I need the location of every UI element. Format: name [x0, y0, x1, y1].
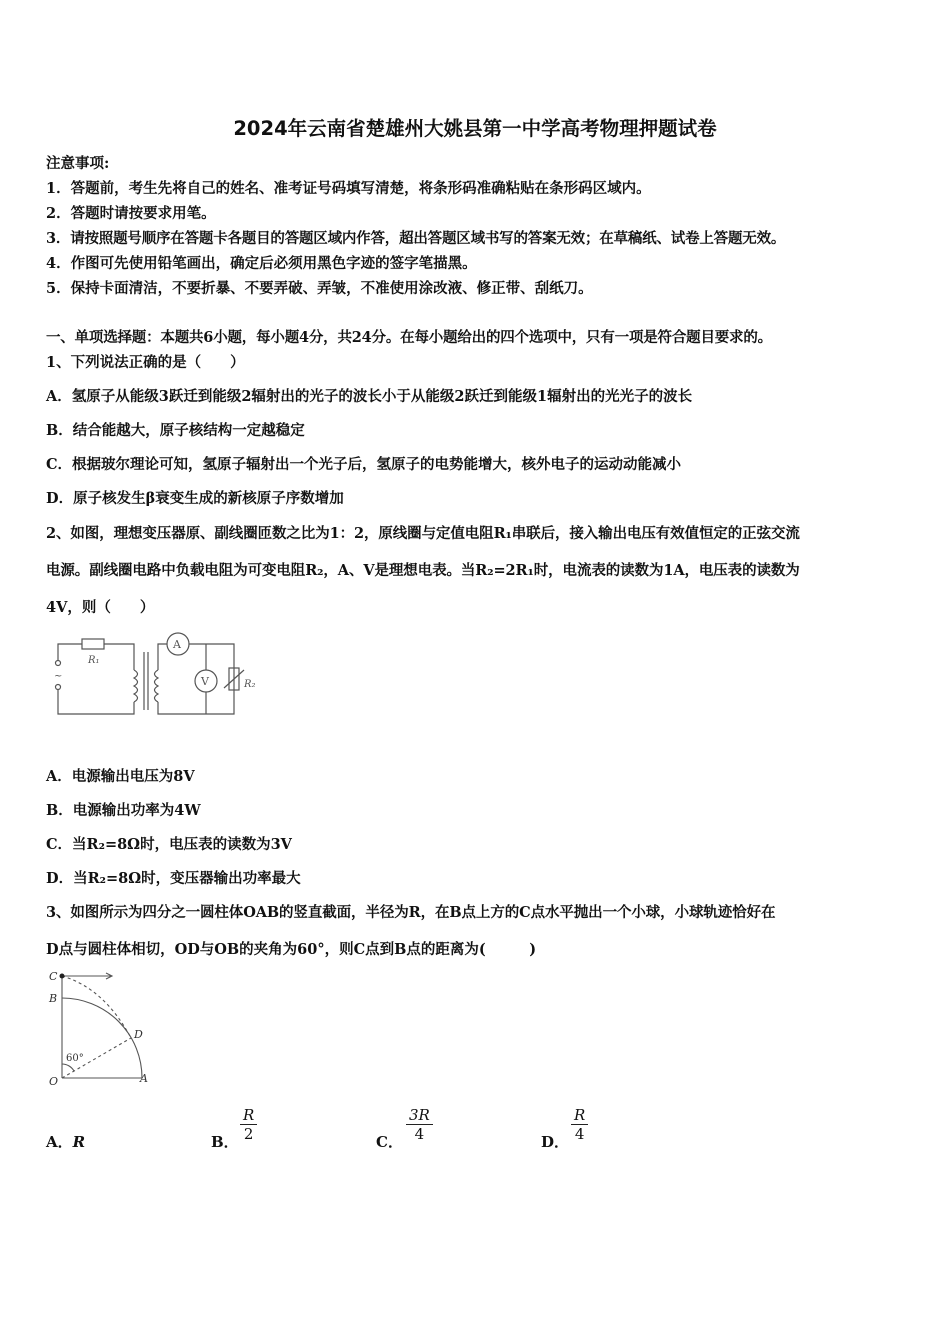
question-3-option-a: A．R: [46, 1133, 86, 1151]
question-1-option-b: B．结合能越大，原子核结构一定越稳定: [46, 422, 305, 439]
source-symbol: ~: [54, 671, 63, 682]
label-d: D: [134, 1028, 143, 1041]
question-2-option-a: A．电源输出电压为8V: [46, 768, 195, 785]
question-3-option-c-fraction: $\frac{3R}{4}$: [406, 1106, 433, 1143]
question-2-stem: 电源。副线圈电路中负载电阻为可变电阻R₂，A、V是理想电表。当R₂=2R₁时，电流表的读数为1A，电压表的读数为: [46, 562, 800, 579]
ammeter-label: A: [173, 638, 181, 651]
notice-heading: 注意事项:: [46, 155, 110, 172]
question-2-stem: 4V，则（ ）: [46, 599, 155, 616]
notice-item: 2．答题时请按要求用笔。: [46, 205, 216, 222]
source-terminal: [56, 661, 61, 666]
question-3-option-d-label: D．: [541, 1133, 570, 1151]
point-c: [60, 974, 65, 979]
r1-resistor: [82, 639, 104, 649]
label-c: C: [49, 970, 58, 983]
question-2-option-b: B．电源输出功率为4W: [46, 802, 201, 819]
question-1-option-c: C．根据玻尔理论可知，氢原子辐射出一个光子后，氢原子的电势能增大，核外电子的运动动能减小: [46, 456, 682, 473]
question-3-option-b-fraction: $\frac{R}{2}$: [240, 1106, 257, 1143]
question-3-stem: 3、如图所示为四分之一圆柱体OAB的竖直截面，半径为R，在B点上方的C点水平抛出一个小球，小球轨迹恰好在: [46, 904, 776, 921]
source-terminal: [56, 685, 61, 690]
question-3-option-b-label: B．: [211, 1133, 239, 1151]
question-2-stem: 2、如图，理想变压器原、副线圈匝数之比为1：2，原线圈与定值电阻R₁串联后，接入输出电压有效值恒定的正弦交流: [46, 525, 800, 542]
label-b: B: [49, 992, 58, 1005]
page-title: 2024年云南省楚雄州大姚县第一中学高考物理押题试卷: [233, 117, 717, 140]
section-heading: 一、单项选择题：本题共6小题，每小题4分，共24分。在每小题给出的四个选项中，只有一项是符合题目要求的。: [46, 329, 772, 346]
question-2-option-d: D．当R₂=8Ω时，变压器输出功率最大: [46, 870, 301, 887]
question-3-option-c-label: C．: [376, 1133, 403, 1151]
question-3-option-d-fraction: $\frac{R}{4}$: [571, 1106, 588, 1143]
r1-label: R₁: [88, 655, 100, 666]
notice-item: 4．作图可先使用铅笔画出，确定后必须用黑色字迹的签字笔描黑。: [46, 255, 477, 272]
notice-item: 5．保持卡面清洁，不要折暴、不要弄破、弄皱，不准使用涂改液、修正带、刮纸刀。: [46, 280, 593, 297]
primary-coil: [134, 670, 138, 702]
question-1-option-a: A．氢原子从能级3跃迁到能级2辐射出的光子的波长小于从能级2跃迁到能级1辐射出的光光子的波长: [46, 388, 693, 405]
question-2-option-c: C．当R₂=8Ω时，电压表的读数为3V: [46, 836, 292, 853]
label-a: A: [140, 1072, 148, 1085]
circuit-diagram: [44, 630, 284, 725]
quarter-cylinder-diagram: [44, 968, 164, 1090]
question-1-stem: 1、下列说法正确的是（ ）: [46, 354, 245, 371]
secondary-coil: [155, 670, 159, 702]
r2-label: R₂: [244, 679, 256, 690]
question-1-option-d: D．原子核发生β衰变生成的新核原子序数增加: [46, 490, 344, 507]
notice-item: 1．答题前，考生先将自己的姓名、准考证号码填写清楚，将条形码准确粘贴在条形码区域内。: [46, 180, 651, 197]
notice-item: 3．请按照题号顺序在答题卡各题目的答题区域内作答，超出答题区域书写的答案无效；在草稿纸、试卷上答题无效。: [46, 230, 786, 247]
trajectory: [62, 976, 131, 1038]
label-o: O: [49, 1075, 59, 1088]
question-3-stem: D点与圆柱体相切，OD与OB的夹角为60°，则C点到B点的距离为( ): [46, 941, 537, 958]
angle-label: 60°: [66, 1053, 84, 1064]
voltmeter-label: V: [201, 675, 209, 688]
